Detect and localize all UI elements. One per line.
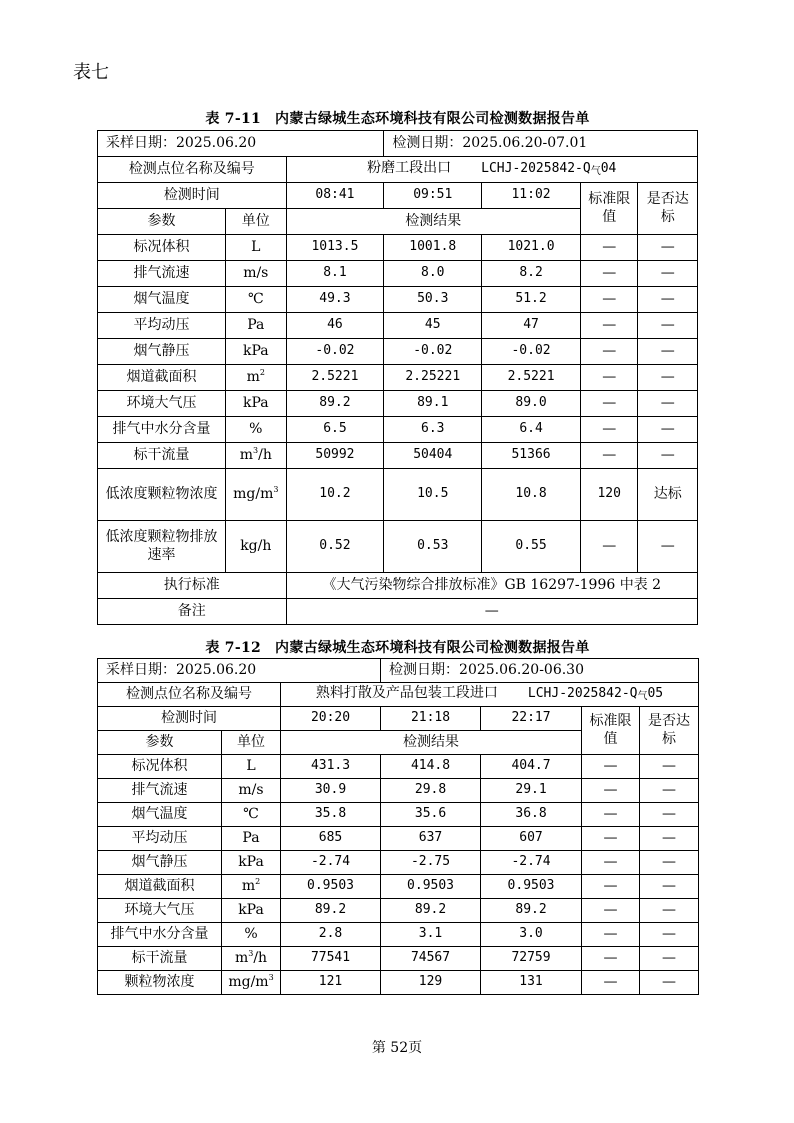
table2 xyxy=(97,658,699,995)
table2-param-header: 参数 xyxy=(98,731,222,755)
value-cell: 89.2 xyxy=(381,899,481,923)
value-cell: 50992 xyxy=(286,443,384,469)
table2-test-date: 检测日期：2025.06.20-06.30 xyxy=(381,659,699,683)
param-unit: kPa xyxy=(226,391,286,417)
value-cell: 6.5 xyxy=(286,417,384,443)
pass-cell: — xyxy=(640,899,699,923)
value-cell: 10.5 xyxy=(384,469,482,521)
table1-pass-header: 是否达标 xyxy=(638,183,698,235)
std-cell: — xyxy=(582,899,640,923)
value-cell: 72759 xyxy=(481,947,582,971)
param-name: 低浓度颗粒物浓度 xyxy=(98,469,226,521)
table2-point-row xyxy=(98,683,699,707)
param-name: 标况体积 xyxy=(98,755,222,779)
table1-caption xyxy=(97,108,698,128)
table1-point-row xyxy=(98,157,698,183)
table1-point-label: 检测点位名称及编号 xyxy=(98,157,287,183)
value-cell: -0.02 xyxy=(286,339,384,365)
std-cell: — xyxy=(580,261,637,287)
value-cell: 89.2 xyxy=(481,899,582,923)
pass-cell: — xyxy=(640,851,699,875)
param-unit: kPa xyxy=(222,899,281,923)
value-cell: 6.4 xyxy=(482,417,581,443)
param-unit: $m^3/h$ xyxy=(226,443,286,469)
std-cell: — xyxy=(580,235,637,261)
table2-time-1: 20:20 xyxy=(281,707,381,731)
param-unit: % xyxy=(222,923,281,947)
value-cell: 10.8 xyxy=(482,469,581,521)
pass-cell: — xyxy=(638,417,698,443)
param-name: 低浓度颗粒物排放速率 xyxy=(98,521,226,573)
table-row xyxy=(98,287,698,313)
param-unit: ℃ xyxy=(226,287,286,313)
table1-date-row xyxy=(98,131,698,157)
param-name: 环境大气压 xyxy=(98,391,226,417)
table1-point-value xyxy=(286,157,697,183)
table1-unit-header: 单位 xyxy=(226,209,286,235)
table1-std-header: 标准限值 xyxy=(580,183,637,235)
pass-cell: — xyxy=(640,803,699,827)
table-row xyxy=(98,417,698,443)
table-row xyxy=(98,947,699,971)
value-cell: 47 xyxy=(482,313,581,339)
std-cell: — xyxy=(582,779,640,803)
value-cell: 1013.5 xyxy=(286,235,384,261)
table-row xyxy=(98,851,699,875)
param-name: 烟道截面积 xyxy=(98,875,222,899)
pass-cell: — xyxy=(640,875,699,899)
value-cell: 685 xyxy=(281,827,381,851)
value-cell: 46 xyxy=(286,313,384,339)
value-cell: 129 xyxy=(381,971,481,995)
table-row xyxy=(98,899,699,923)
value-cell: 0.9503 xyxy=(481,875,582,899)
value-cell: 0.9503 xyxy=(381,875,481,899)
pass-cell: — xyxy=(638,339,698,365)
std-cell: — xyxy=(582,875,640,899)
std-cell: — xyxy=(582,923,640,947)
table-row xyxy=(98,827,699,851)
param-name: 颗粒物浓度 xyxy=(98,971,222,995)
param-unit: kPa xyxy=(226,339,286,365)
pass-cell: 达标 xyxy=(638,469,698,521)
value-cell: 51366 xyxy=(482,443,581,469)
value-cell: 10.2 xyxy=(286,469,384,521)
value-cell: 6.3 xyxy=(384,417,482,443)
param-unit: $m^2$ xyxy=(222,875,281,899)
table1-test-date: 检测日期：2025.06.20-07.01 xyxy=(384,131,698,157)
value-cell: 36.8 xyxy=(481,803,582,827)
value-cell: 0.53 xyxy=(384,521,482,573)
value-cell: 404.7 xyxy=(481,755,582,779)
value-cell: -2.74 xyxy=(281,851,381,875)
value-cell: 2.25221 xyxy=(384,365,482,391)
table2-time-3: 22:17 xyxy=(481,707,582,731)
std-cell: — xyxy=(582,755,640,779)
param-unit: Pa xyxy=(222,827,281,851)
value-cell: 0.55 xyxy=(482,521,581,573)
section-title: 表七 xyxy=(73,62,109,83)
std-cell: — xyxy=(582,827,640,851)
param-unit: m/s xyxy=(222,779,281,803)
table-row xyxy=(98,755,699,779)
std-cell: — xyxy=(582,947,640,971)
pass-cell: — xyxy=(640,923,699,947)
value-cell: 8.2 xyxy=(482,261,581,287)
value-cell: 2.5221 xyxy=(482,365,581,391)
pass-cell: — xyxy=(640,971,699,995)
value-cell: 131 xyxy=(481,971,582,995)
value-cell: 29.8 xyxy=(381,779,481,803)
std-cell: — xyxy=(580,313,637,339)
param-unit: $m^2$ xyxy=(226,365,286,391)
std-cell: — xyxy=(580,417,637,443)
table-row xyxy=(98,779,699,803)
table-row xyxy=(98,469,698,521)
table-row xyxy=(98,261,698,287)
page-number: 第 52页 xyxy=(371,1040,423,1056)
table-row xyxy=(98,313,698,339)
table2-point-label: 检测点位名称及编号 xyxy=(98,683,281,707)
std-cell: — xyxy=(580,365,637,391)
pass-cell: — xyxy=(638,313,698,339)
table2-sampling-date: 采样日期：2025.06.20 xyxy=(98,659,381,683)
table1-param-header: 参数 xyxy=(98,209,226,235)
param-name: 烟气静压 xyxy=(98,851,222,875)
value-cell: 51.2 xyxy=(482,287,581,313)
table1-exec-row xyxy=(98,573,698,599)
table1-time-label: 检测时间 xyxy=(98,183,287,209)
param-name: 烟道截面积 xyxy=(98,365,226,391)
value-cell: 637 xyxy=(381,827,481,851)
value-cell: 431.3 xyxy=(281,755,381,779)
table1-time-1: 08:41 xyxy=(286,183,384,209)
table2-caption-text: 内蒙古绿城生态环境科技有限公司检测数据报告单 xyxy=(275,640,590,656)
table-row xyxy=(98,365,698,391)
value-cell: 89.1 xyxy=(384,391,482,417)
value-cell: -2.75 xyxy=(381,851,481,875)
std-cell: — xyxy=(582,851,640,875)
value-cell: 50.3 xyxy=(384,287,482,313)
table1 xyxy=(97,130,698,625)
value-cell: 77541 xyxy=(281,947,381,971)
param-name: 排气中水分含量 xyxy=(98,923,222,947)
param-name: 烟气温度 xyxy=(98,803,222,827)
pass-cell: — xyxy=(638,443,698,469)
table-row xyxy=(98,803,699,827)
table1-remark-value: — xyxy=(286,599,697,625)
param-unit: % xyxy=(226,417,286,443)
value-cell: -2.74 xyxy=(481,851,582,875)
std-cell: — xyxy=(580,287,637,313)
table2-time-label: 检测时间 xyxy=(98,707,281,731)
table2-number: 表 7-12 xyxy=(205,640,262,656)
param-name: 烟气静压 xyxy=(98,339,226,365)
table2-point-value xyxy=(281,683,699,707)
value-cell: 1001.8 xyxy=(384,235,482,261)
table1-sampling-date: 采样日期：2025.06.20 xyxy=(98,131,384,157)
value-cell: 89.2 xyxy=(286,391,384,417)
param-unit: L xyxy=(226,235,286,261)
value-cell: 3.0 xyxy=(481,923,582,947)
std-cell: — xyxy=(582,803,640,827)
table1-remark-label: 备注 xyxy=(98,599,287,625)
pass-cell: — xyxy=(640,827,699,851)
param-name: 排气中水分含量 xyxy=(98,417,226,443)
table1-exec-value: 《大气污染物综合排放标准》GB 16297-1996 中表 2 xyxy=(286,573,697,599)
value-cell: 30.9 xyxy=(281,779,381,803)
table2-std-header: 标准限值 xyxy=(582,707,640,755)
param-name: 标干流量 xyxy=(98,443,226,469)
std-cell: — xyxy=(580,443,637,469)
param-name: 烟气温度 xyxy=(98,287,226,313)
table1-time-3: 11:02 xyxy=(482,183,581,209)
param-unit: Pa xyxy=(226,313,286,339)
value-cell: 0.9503 xyxy=(281,875,381,899)
param-unit: m/s xyxy=(226,261,286,287)
std-cell: — xyxy=(582,971,640,995)
value-cell: 35.8 xyxy=(281,803,381,827)
table1-caption-text: 内蒙古绿城生态环境科技有限公司检测数据报告单 xyxy=(275,111,590,127)
pass-cell: — xyxy=(640,755,699,779)
param-name: 平均动压 xyxy=(98,827,222,851)
std-cell: — xyxy=(580,521,637,573)
value-cell: 49.3 xyxy=(286,287,384,313)
value-cell: 1021.0 xyxy=(482,235,581,261)
value-cell: 50404 xyxy=(384,443,482,469)
value-cell: 89.2 xyxy=(281,899,381,923)
table-row xyxy=(98,391,698,417)
table1-result-header: 检测结果 xyxy=(286,209,580,235)
value-cell: 8.1 xyxy=(286,261,384,287)
table2-unit-header: 单位 xyxy=(222,731,281,755)
param-name: 平均动压 xyxy=(98,313,226,339)
param-unit: $mg/m^3$ xyxy=(226,469,286,521)
value-cell: 3.1 xyxy=(381,923,481,947)
param-name: 排气流速 xyxy=(98,779,222,803)
table1-remark-row xyxy=(98,599,698,625)
std-cell: — xyxy=(580,339,637,365)
value-cell: 414.8 xyxy=(381,755,481,779)
table-row xyxy=(98,875,699,899)
param-name: 环境大气压 xyxy=(98,899,222,923)
pass-cell: — xyxy=(638,391,698,417)
value-cell: 89.0 xyxy=(482,391,581,417)
pass-cell: — xyxy=(638,365,698,391)
table-row xyxy=(98,443,698,469)
param-unit: $mg/m^3$ xyxy=(222,971,281,995)
pass-cell: — xyxy=(638,261,698,287)
table1-point-code: LCHJ-$2025842-Q_气04$ xyxy=(481,161,617,178)
table-row xyxy=(98,971,699,995)
table1-time-row xyxy=(98,183,698,209)
table2-point-code: LCHJ-$2025842-Q_气05$ xyxy=(527,686,664,703)
std-cell: 120 xyxy=(580,469,637,521)
table1-point-name: 粉磨工段出口 xyxy=(367,160,452,177)
table2-time-2: 21:18 xyxy=(381,707,481,731)
pass-cell: — xyxy=(638,521,698,573)
table-row xyxy=(98,923,699,947)
table2-result-header: 检测结果 xyxy=(281,731,582,755)
value-cell: 2.8 xyxy=(281,923,381,947)
param-unit: kPa xyxy=(222,851,281,875)
pass-cell: — xyxy=(640,947,699,971)
value-cell: 35.6 xyxy=(381,803,481,827)
table-row xyxy=(98,339,698,365)
param-name: 标干流量 xyxy=(98,947,222,971)
table2-date-row xyxy=(98,659,699,683)
value-cell: 45 xyxy=(384,313,482,339)
value-cell: 74567 xyxy=(381,947,481,971)
table2-pass-header: 是否达标 xyxy=(640,707,699,755)
param-name: 标况体积 xyxy=(98,235,226,261)
value-cell: 121 xyxy=(281,971,381,995)
param-unit: $m^3/h$ xyxy=(222,947,281,971)
table1-exec-label: 执行标准 xyxy=(98,573,287,599)
param-unit: ℃ xyxy=(222,803,281,827)
value-cell: -0.02 xyxy=(384,339,482,365)
pass-cell: — xyxy=(638,287,698,313)
param-unit: kg/h xyxy=(226,521,286,573)
value-cell: 0.52 xyxy=(286,521,384,573)
value-cell: 8.0 xyxy=(384,261,482,287)
table2-time-row xyxy=(98,707,699,731)
param-name: 排气流速 xyxy=(98,261,226,287)
value-cell: -0.02 xyxy=(482,339,581,365)
value-cell: 2.5221 xyxy=(286,365,384,391)
pass-cell: — xyxy=(640,779,699,803)
param-unit: L xyxy=(222,755,281,779)
table2-point-name: 熟料打散及产品包装工段进口 xyxy=(315,685,498,702)
table-row xyxy=(98,521,698,573)
value-cell: 607 xyxy=(481,827,582,851)
std-cell: — xyxy=(580,391,637,417)
table-row xyxy=(98,235,698,261)
pass-cell: — xyxy=(638,235,698,261)
table1-number: 表 7-11 xyxy=(205,111,262,127)
table2-caption xyxy=(97,637,698,657)
value-cell: 29.1 xyxy=(481,779,582,803)
table1-time-2: 09:51 xyxy=(384,183,482,209)
